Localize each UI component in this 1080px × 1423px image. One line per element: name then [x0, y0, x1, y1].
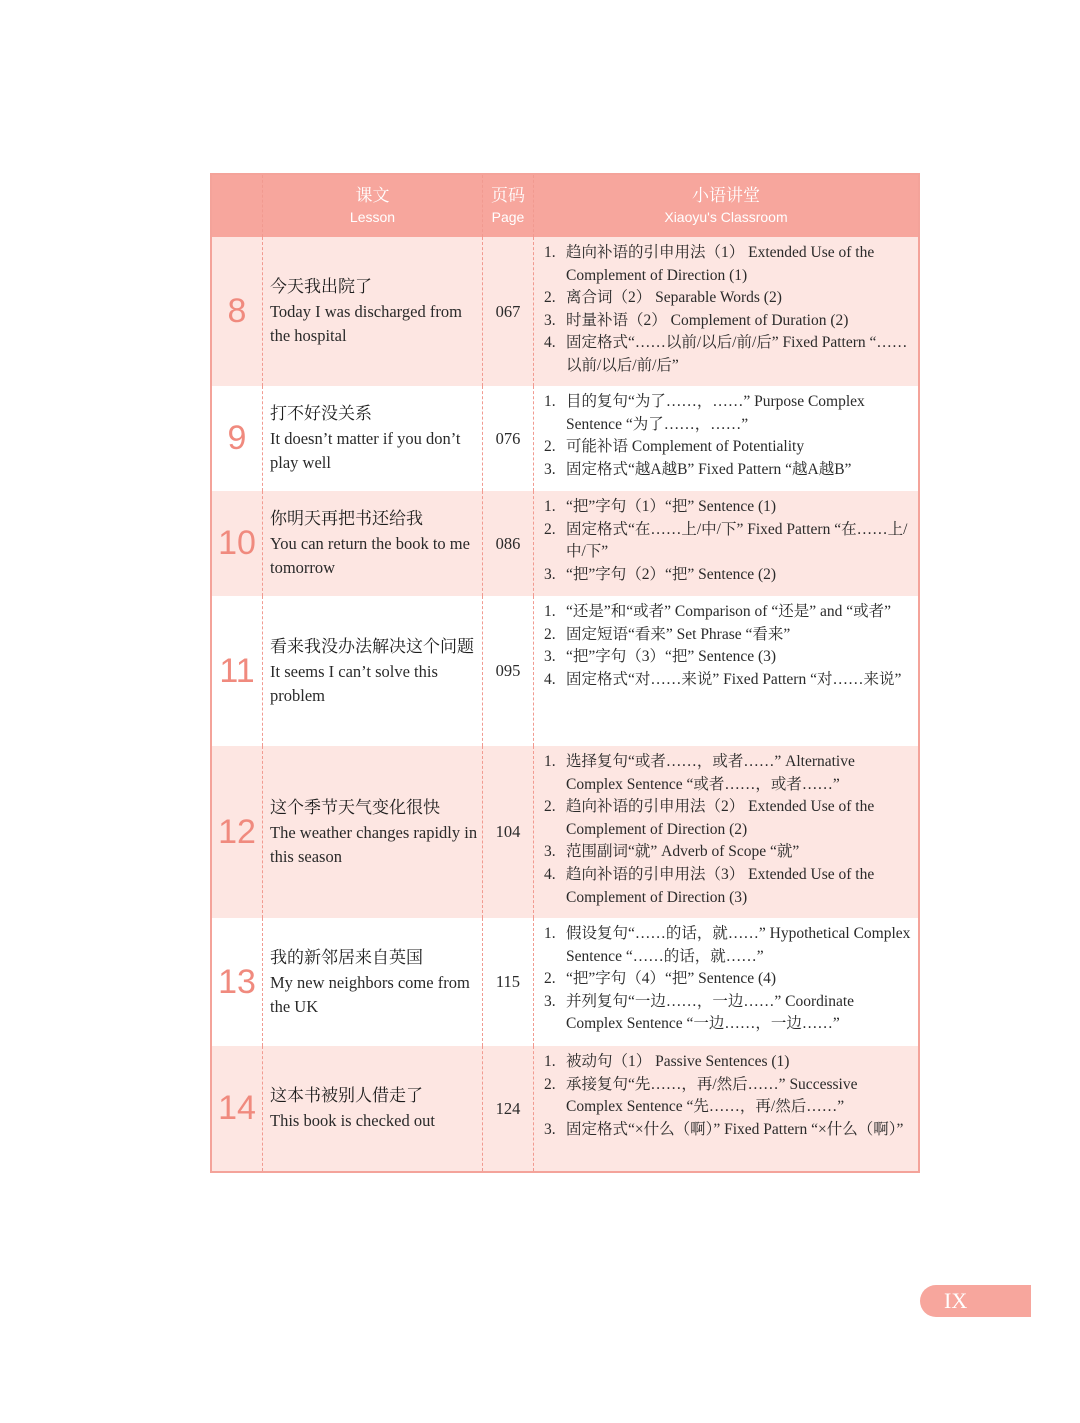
list-item: 1. 选择复句“或者……，或者……” Alternative Complex Sentence “或者……，或者……” [544, 753, 855, 793]
list-item: 3. “把”字句（2）“把” Sentence (2) [544, 565, 777, 583]
page-number: 095 [483, 596, 534, 746]
lesson-number: 9 [212, 386, 263, 491]
lesson-number: 11 [212, 596, 263, 746]
list-item: 2. 固定短语“看来” Set Phrase “看来” [544, 625, 791, 643]
classroom-list [534, 918, 918, 1046]
lesson-title-zh: 这个季节天气变化很快 [270, 797, 440, 818]
lesson-number: 13 [212, 918, 263, 1046]
header-page-zh: 页码 [491, 186, 525, 206]
lesson-title-cell [263, 386, 483, 491]
list-item: 1. “还是”和“或者” Comparison of “还是” and “或者” [544, 603, 891, 620]
header-lesson-en: Lesson [349, 209, 396, 225]
header-classroom-cell [534, 175, 918, 237]
list-item: 4. 固定格式“对……来说” Fixed Pattern “对……来说” [544, 670, 902, 688]
lesson-title-zh: 打不好没关系 [270, 404, 372, 424]
lesson-title-zh: 今天我出院了 [270, 277, 372, 297]
header-lesson-cell [263, 175, 483, 237]
table-row [212, 596, 918, 746]
table-row [212, 491, 918, 596]
classroom-list [534, 491, 918, 596]
list-item: 3. 固定格式“越A越B” Fixed Pattern “越A越B” [544, 460, 852, 478]
lesson-number: 14 [212, 1046, 263, 1171]
header-lesson-zh: 课文 [355, 186, 390, 206]
classroom-list [534, 596, 918, 746]
list-item: 2. 趋向补语的引申用法（2） Extended Use of the Complement of Direction (2) [544, 798, 875, 838]
lesson-number: 10 [212, 491, 263, 596]
lesson-title-cell [263, 237, 483, 386]
lesson-title-zh: 这本书被别人借走了 [270, 1086, 423, 1106]
lesson-title-en: You can return the book to me tomorrow [270, 534, 470, 577]
lesson-title-zh: 你明天再把书还给我 [270, 509, 423, 529]
list-item: 4. 趋向补语的引申用法（3） Extended Use of the Complement of Direction (3) [544, 865, 875, 906]
list-item: 3. 范围副词“就” Adverb of Scope “就” [544, 843, 800, 861]
lesson-title-en: This book is checked out [270, 1111, 435, 1130]
table-row [212, 1046, 918, 1171]
contents-table [210, 173, 920, 1173]
header-number-cell [212, 175, 263, 237]
page-number: 086 [483, 491, 534, 596]
lesson-title-en: Today I was discharged from the hospital [270, 302, 462, 345]
page-number: 067 [483, 237, 534, 386]
list-item: 3. 固定格式“×什么（啊）” Fixed Pattern “×什么（啊）” [544, 1120, 904, 1138]
page-number: 124 [483, 1046, 534, 1171]
header-page-en: Page [491, 209, 525, 225]
page-number: 104 [483, 746, 534, 918]
list-item: 1. 假设复句“……的话，就……” Hypothetical Complex Sentence “……的话，就……” [544, 925, 911, 965]
list-item: 2. 固定格式“在……上/中/下” Fixed Pattern “在……上/中/下” [544, 520, 908, 561]
list-item: 3. “把”字句（3）“把” Sentence (3) [544, 648, 777, 666]
lesson-title-cell [263, 596, 483, 746]
table-row [212, 746, 918, 918]
classroom-list [534, 237, 918, 386]
list-item: 2. 可能补语 Complement of Potentiality [544, 438, 805, 456]
page-number: 076 [483, 386, 534, 491]
lesson-title-cell [263, 746, 483, 918]
lesson-title-en: It doesn’t matter if you don’t play well [270, 429, 461, 472]
classroom-list [534, 746, 918, 918]
list-item: 3. 并列复句“一边……，一边……” Coordinate Complex Sentence “一边……，一边……” [544, 992, 855, 1033]
list-item: 1. 趋向补语的引申用法（1） Extended Use of the Complement of Direction (1) [544, 244, 875, 284]
page-number-badge: IX [920, 1285, 1031, 1317]
lesson-number: 12 [212, 746, 263, 918]
list-item: 1. 目的复句“为了……，……” Purpose Complex Sentence “为了……，……” [544, 393, 865, 433]
header-page-cell [483, 175, 534, 237]
lesson-title-cell [263, 1046, 483, 1171]
lesson-number: 8 [212, 237, 263, 386]
lesson-title-zh: 我的新邻居来自英国 [270, 947, 423, 968]
list-item: 4. 固定格式“……以前/以后/前/后” Fixed Pattern “……以前/以后/前/后” [544, 334, 908, 374]
table-row [212, 386, 918, 491]
list-item: 1. “把”字句（1）“把” Sentence (1) [544, 498, 777, 515]
table-header [212, 175, 918, 237]
classroom-list [534, 386, 918, 491]
lesson-title-en: My new neighbors come from the UK [270, 972, 470, 1016]
list-item: 2. 离合词（2） Separable Words (2) [544, 289, 782, 307]
page-number: 115 [483, 918, 534, 1046]
header-classroom-en: Xiaoyu's Classroom [664, 209, 788, 225]
list-item: 2. “把”字句（4）“把” Sentence (4) [544, 970, 777, 988]
classroom-list [534, 1046, 918, 1171]
list-item: 1. 被动句（1） Passive Sentences (1) [544, 1053, 790, 1070]
list-item: 2. 承接复句“先……，再/然后……” Successive Complex Sentence “先……，再/然后……” [544, 1075, 858, 1116]
lesson-title-cell [263, 491, 483, 596]
lesson-title-zh: 看来我没办法解决这个问题 [270, 636, 474, 657]
header-classroom-zh: 小语讲堂 [692, 186, 760, 206]
table-row [212, 237, 918, 386]
table-row [212, 918, 918, 1046]
lesson-title-cell [263, 918, 483, 1046]
lesson-title-en: The weather changes rapidly in this season [270, 822, 478, 866]
lesson-title-en: It seems I can’t solve this problem [270, 661, 438, 705]
list-item: 3. 时量补语（2） Complement of Duration (2) [544, 311, 849, 329]
